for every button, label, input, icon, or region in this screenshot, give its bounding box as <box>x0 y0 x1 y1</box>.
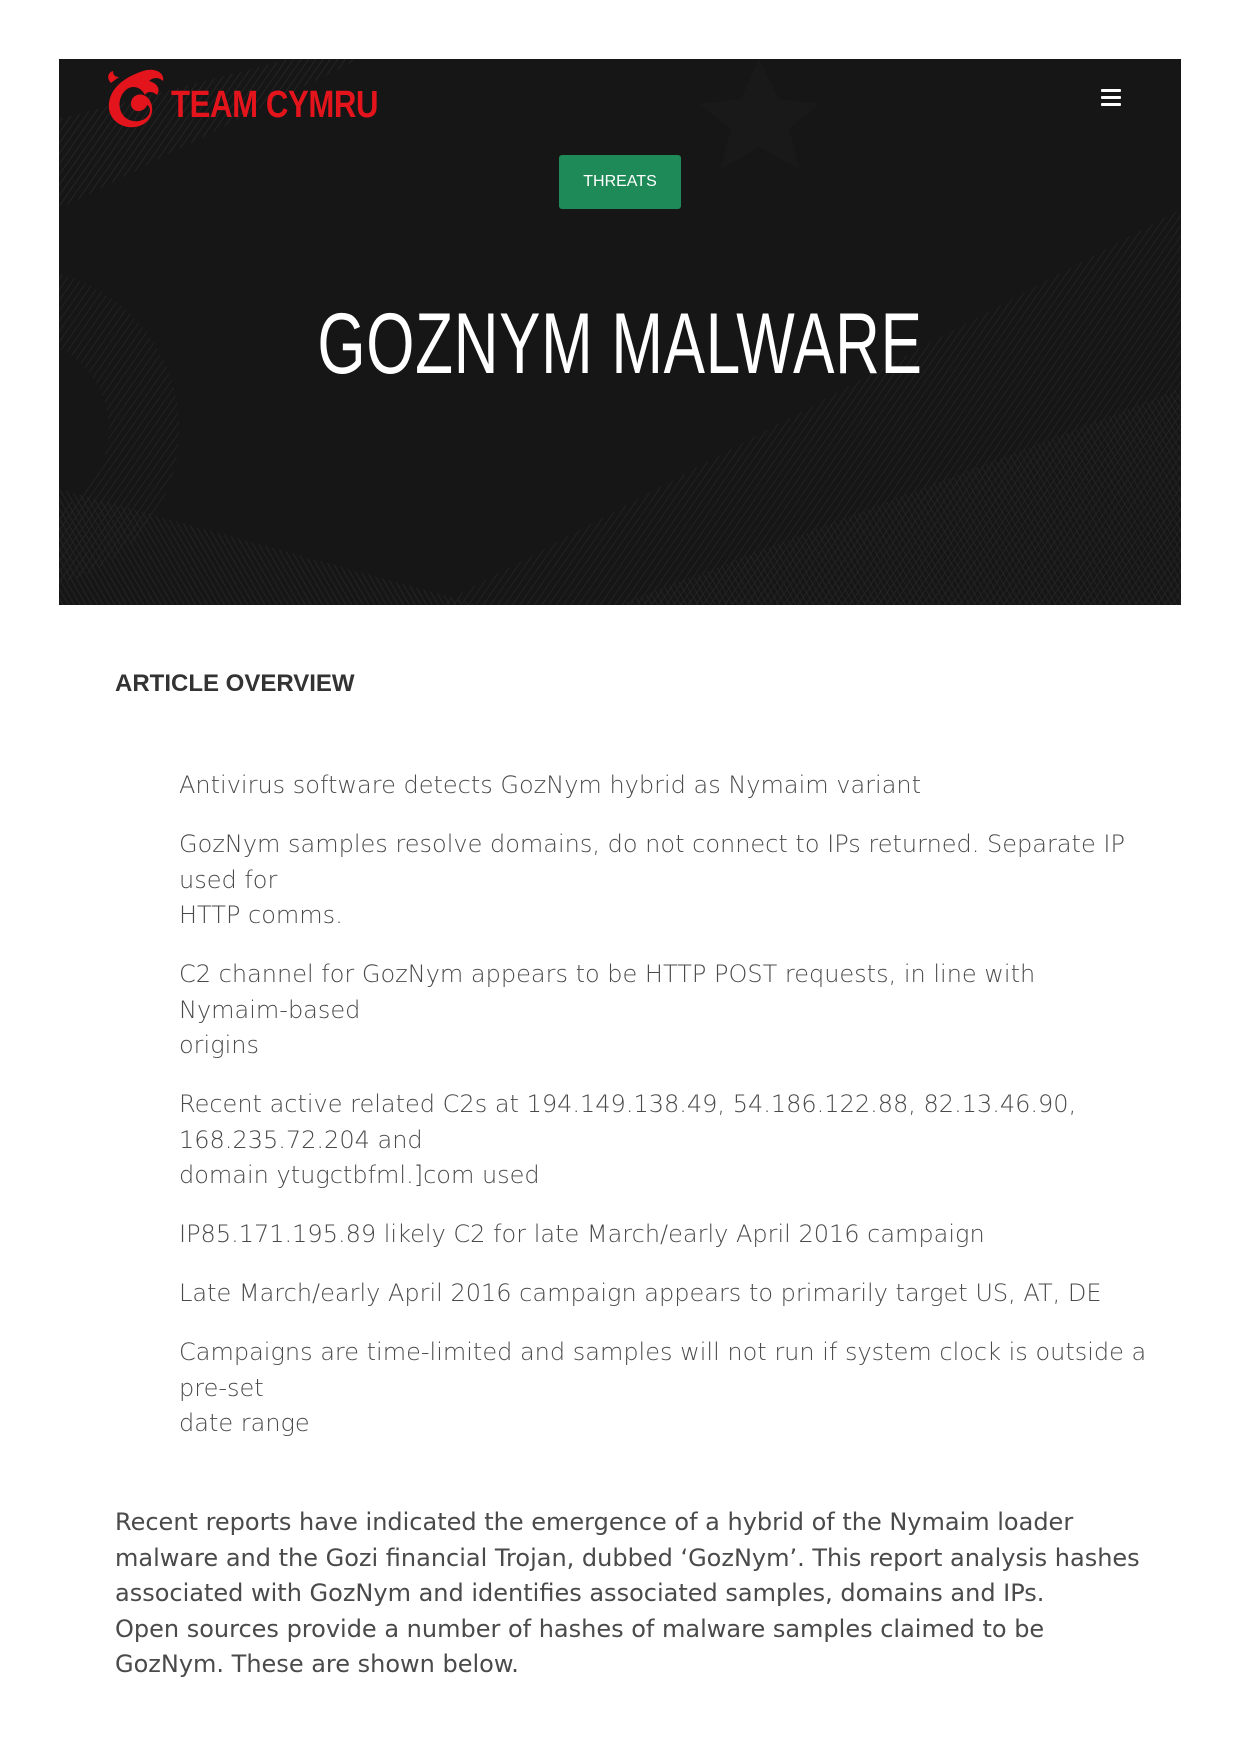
overview-item-line: Recent active related C2s at 194.149.138.49, 54.186.122.88, 82.13.46.90, <box>179 1090 1077 1118</box>
overview-item-line: Antivirus software detects GozNym hybrid as Nymaim variant <box>179 771 922 799</box>
overview-item <box>179 957 1139 1064</box>
overview-item-line: Late March/early April 2016 campaign appears to primarily target US, AT, DE <box>179 1279 1102 1307</box>
overview-item <box>179 827 1139 934</box>
overview-item-line: used for <box>179 865 278 894</box>
overview-item-line: IP85.171.195.89 likely C2 for late March/early April 2016 campaign <box>179 1220 985 1248</box>
hamburger-menu-icon[interactable] <box>1101 89 1121 107</box>
overview-item-line: C2 channel for GozNym appears to be HTTP POST requests, in line with <box>179 960 1036 988</box>
article-overview-list <box>179 768 1147 1465</box>
body-line: Open sources provide a number of hashes of malware samples claimed to be <box>115 1614 1045 1643</box>
overview-item <box>179 1335 1147 1442</box>
overview-item <box>179 1276 1139 1312</box>
category-threats-button[interactable]: THREATS <box>559 155 681 209</box>
overview-item-line: domain ytugctbfml.]com used <box>179 1161 540 1189</box>
overview-item-line: pre-set <box>179 1373 264 1402</box>
overview-item-line: Campaigns are time-limited and samples will not run if system clock is outside a <box>179 1338 1147 1366</box>
overview-item-line: HTTP comms. <box>179 901 343 929</box>
overview-item-line: date range <box>179 1409 310 1437</box>
dragon-logo-icon <box>103 65 169 131</box>
body-line: associated with GozNym and identifies associated samples, domains and IPs. <box>115 1579 1045 1607</box>
page-title: GOZNYM MALWARE <box>317 296 923 392</box>
overview-item-line: origins <box>179 1031 260 1059</box>
body-line: GozNym. These are shown below. <box>115 1650 519 1678</box>
logo-text: TEAM CYMRU <box>171 83 379 126</box>
overview-item <box>179 1087 1139 1194</box>
overview-item-line: Nymaim-based <box>179 995 361 1024</box>
hero-banner <box>59 59 1181 605</box>
team-cymru-logo[interactable] <box>103 63 424 133</box>
overview-item <box>179 768 1139 804</box>
overview-item-line: GozNym samples resolve domains, do not connect to IPs returned. Separate IP <box>179 830 1125 858</box>
article-overview-heading: ARTICLE OVERVIEW <box>115 670 355 697</box>
article-body-paragraph <box>115 1505 1155 1683</box>
body-line: malware and the Gozi financial Trojan, dubbed ‘GozNym’. This report analysis hashes <box>115 1543 1140 1572</box>
body-line: Recent reports have indicated the emergence of a hybrid of the Nymaim loader <box>115 1508 1074 1536</box>
overview-item <box>179 1217 1139 1253</box>
overview-item-line: 168.235.72.204 and <box>179 1125 423 1154</box>
